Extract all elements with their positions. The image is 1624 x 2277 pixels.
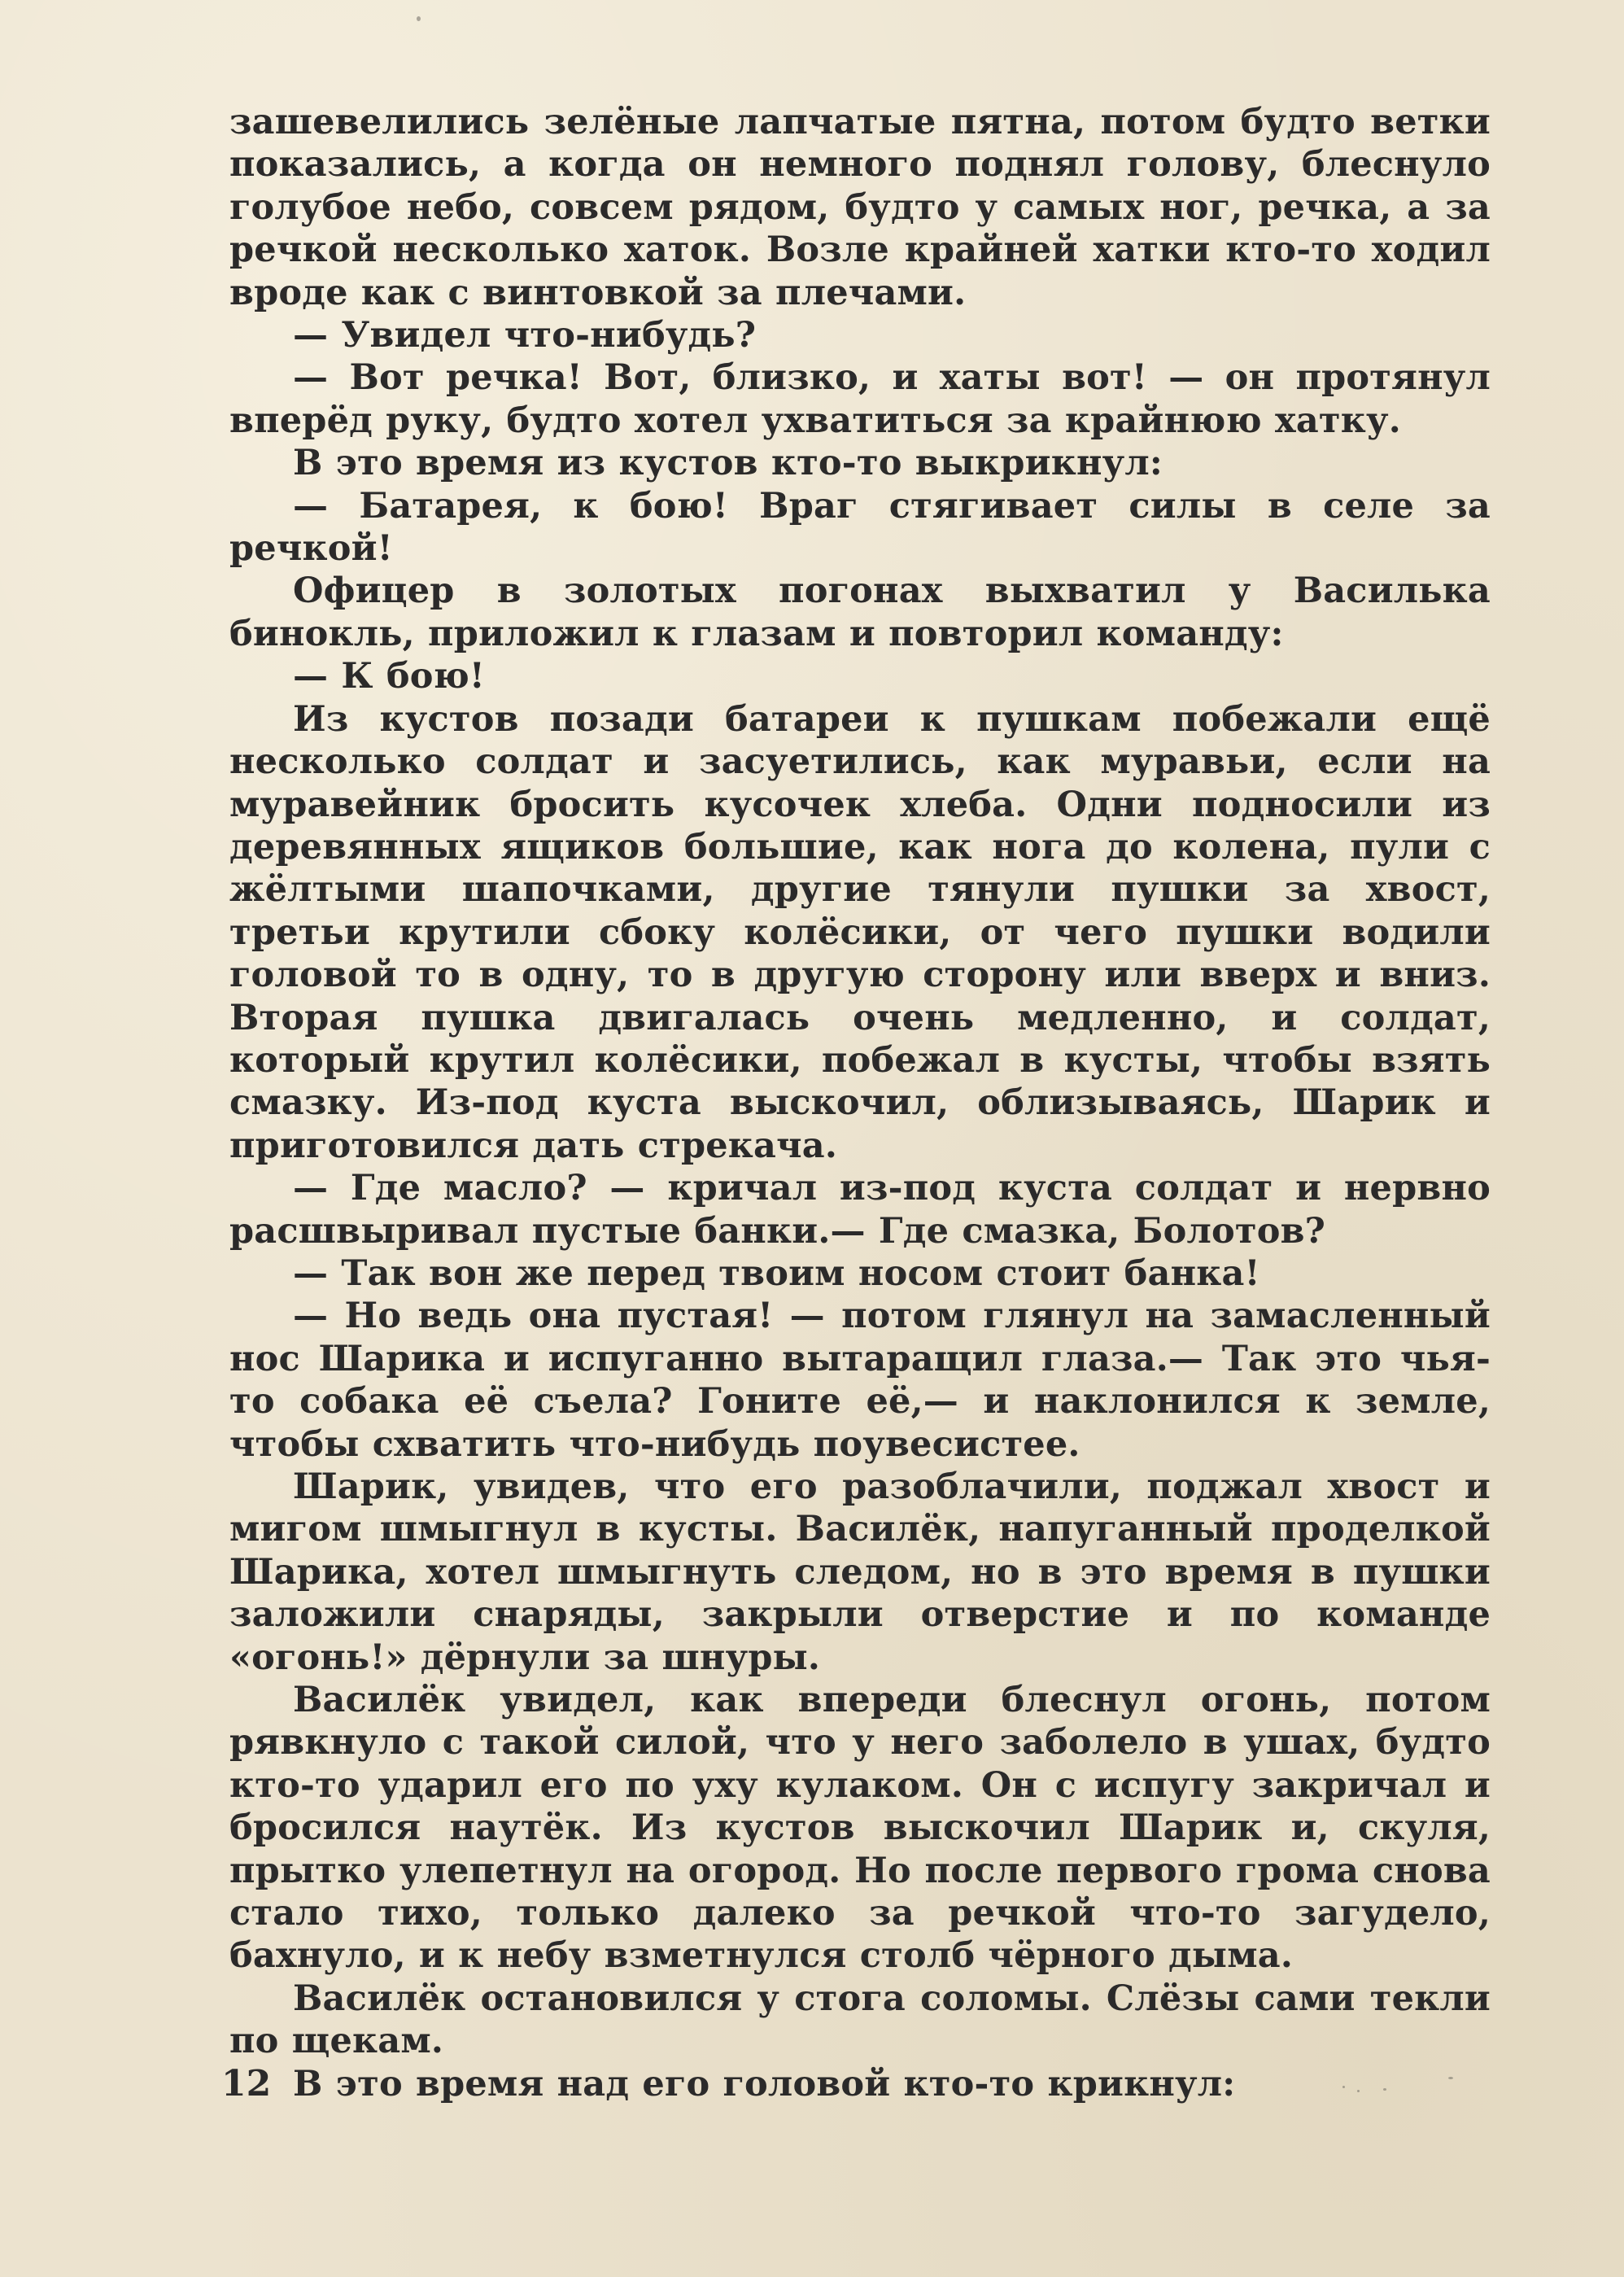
paragraph: — Увидел что-нибудь? bbox=[293, 315, 757, 356]
paragraph: — Где масло? — кричал из-под куста солдат и нервно расшвыривал пустые банки.— Где смазка, Болотов? bbox=[229, 1168, 1491, 1252]
paper-speck bbox=[1448, 2077, 1453, 2079]
paragraph: зашевелились зелёные лапчатые пятна, потом будто ветки показались, а когда он немного поднял голову, блеснуло голубое небо, совсем рядом, будто у самых ног, речка, а за речкой несколько хаток. Возле крайней хатки кто-то ходил вроде как с винтовкой за плечами. bbox=[229, 102, 1491, 313]
paper-speck bbox=[1357, 2090, 1360, 2092]
paper-speck bbox=[1383, 2088, 1386, 2091]
paragraph: В это время из кустов кто-то выкрикнул: bbox=[293, 443, 1163, 484]
paragraph: В это время над его головой кто-то крикнул: bbox=[293, 2063, 1236, 2104]
page-number: 12 bbox=[221, 2063, 272, 2104]
paper-speck bbox=[1342, 2086, 1345, 2088]
paragraph: Василёк увидел, как впереди блеснул огонь, потом рявкнуло с такой силой, что у него заболело в ушах, будто кто-то ударил его по уху кулаком. Он с испугу закричал и бросился наутёк. Из кустов выскочил Шарик и, скуля, прытко улепетнул на огород. Но после первого грома снова стало тихо, только далеко за речкой что-то загудело, бахнуло, и к небу взметнулся столб чёрного дыма. bbox=[229, 1680, 1491, 1977]
paragraph: Офицер в золотых погонах выхватил у Василька бинокль, приложил к глазам и повторил команду: bbox=[229, 570, 1491, 654]
book-page-text bbox=[229, 101, 1491, 2105]
paragraph: Из кустов позади батареи к пушкам побежали ещё несколько солдат и засуетились, как муравьи, если на муравейник бросить кусочек хлеба. Одни подносили из деревянных ящиков большие, как нога до колена, пули с жёлтыми шапочками, другие тянули пушки за хвост, третьи крутили сбоку колёсики, от чего пушки водили головой то в одну, то в другую сторону или вверх и вниз. Вторая пушка двигалась очень медленно, и солдат, который крутил колёсики, побежал в кусты, чтобы взять смазку. Из-под куста выскочил, облизываясь, Шарик и приготовился дать стрекача. bbox=[229, 698, 1491, 1166]
paper-speck bbox=[417, 16, 421, 21]
paragraph: — Так вон же перед твоим носом стоит банка! bbox=[293, 1252, 1260, 1294]
paragraph: — К бою! bbox=[293, 656, 485, 697]
paragraph: — Батарея, к бою! Враг стягивает силы в селе за речкой! bbox=[229, 485, 1491, 570]
paragraph: — Но ведь она пустая! — потом глянул на замасленный нос Шарика и испуганно вытаращил глаза.— Так это чья-то собака её съела? Гоните её,— и наклонился к земле, чтобы схватить что-нибудь поувесистее. bbox=[229, 1296, 1491, 1465]
paragraph: Шарик, увидев, что его разоблачили, поджал хвост и мигом шмыгнул в кусты. Василёк, напуганный проделкой Шарика, хотел шмыгнуть следом, но в это время в пушки заложили снаряды, закрыли отверстие и по команде «огонь!» дёрнули за шнуры. bbox=[229, 1466, 1491, 1678]
paragraph: — Вот речка! Вот, близко, и хаты вот! — он протянул вперёд руку, будто хотел ухватиться за крайнюю хатку. bbox=[229, 357, 1491, 441]
paragraph: Василёк остановился у стога соломы. Слёзы сами текли по щекам. bbox=[229, 1978, 1491, 2062]
